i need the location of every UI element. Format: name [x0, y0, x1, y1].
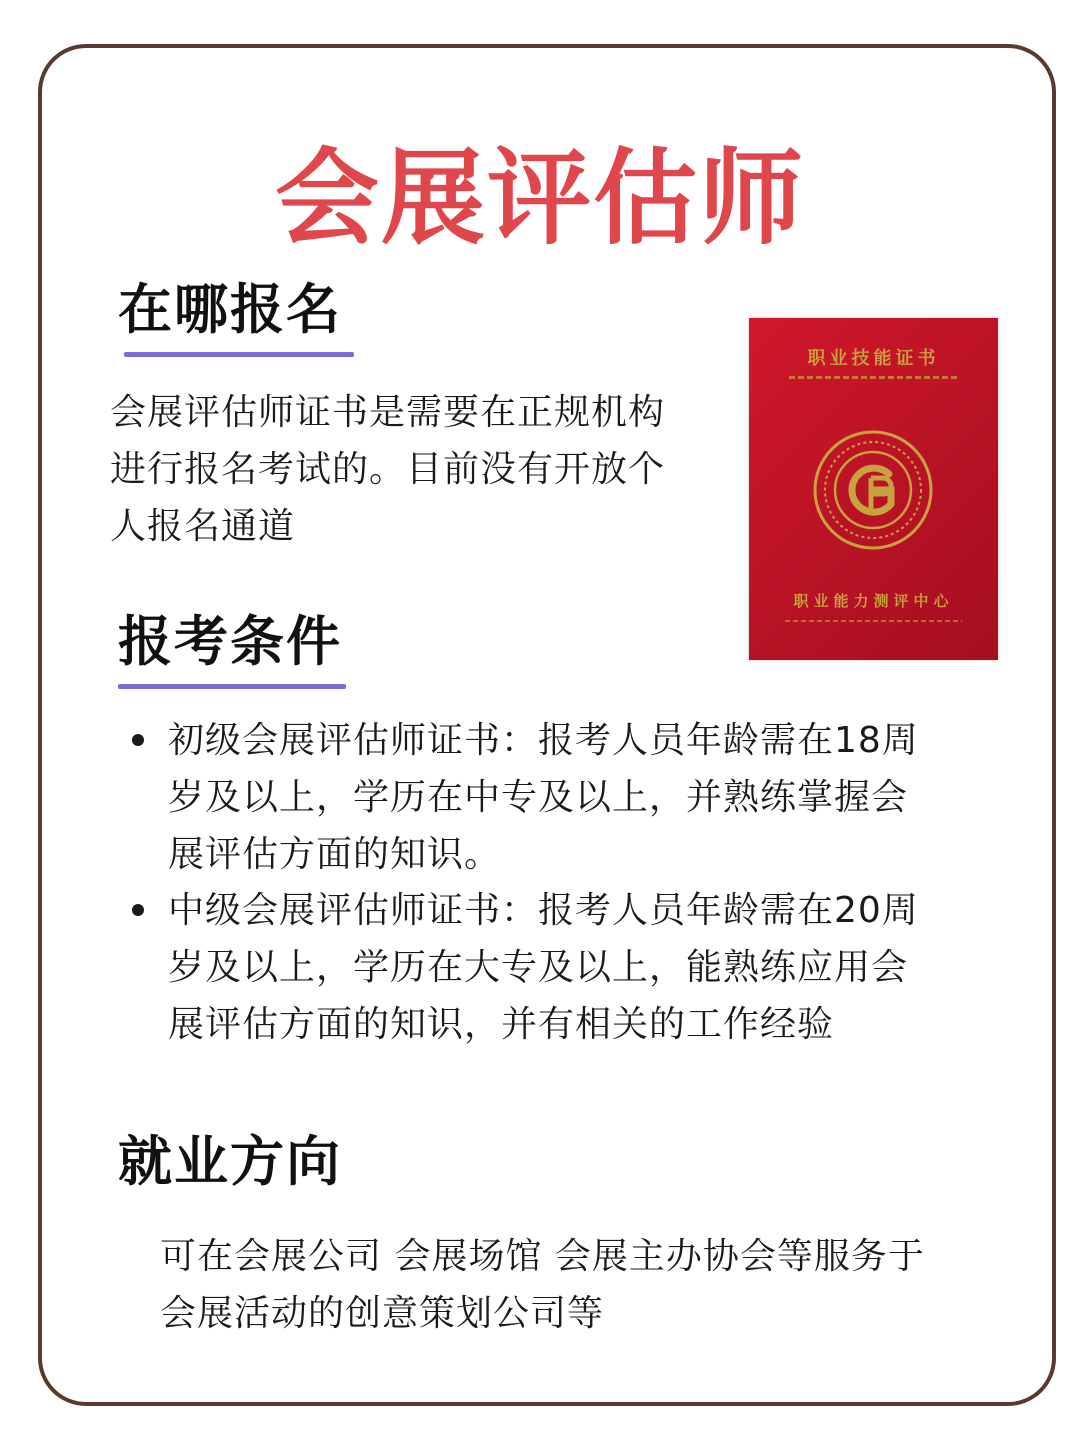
certificate-subtitle-line [789, 376, 958, 379]
career-line: 可在会展公司 会展场馆 会展主办协会等服务于 [160, 1236, 925, 1277]
registration-line: 会展评估师证书是需要在正规机构 [110, 392, 666, 433]
requirement-line: 初级会展评估师证书：报考人员年龄需在18周 [168, 720, 919, 761]
certificate-emblem-icon [811, 428, 935, 552]
requirement-item [118, 712, 998, 883]
certificate-image [749, 318, 998, 660]
requirement-line: 岁及以上，学历在大专及以上，能熟练应用会 [168, 947, 909, 988]
bullet-dot-icon [132, 904, 144, 916]
registration-underline [124, 352, 354, 357]
requirement-line: 展评估方面的知识。 [168, 834, 502, 875]
requirement-line: 中级会展评估师证书：报考人员年龄需在20周 [168, 890, 919, 931]
registration-line: 人报名通道 [110, 506, 296, 547]
requirement-line: 展评估方面的知识，并有相关的工作经验 [168, 1004, 835, 1045]
career-heading: 就业方向 [118, 1130, 342, 1193]
career-text [160, 1228, 1020, 1342]
certificate-footer-line [785, 620, 962, 622]
registration-heading: 在哪报名 [118, 278, 342, 341]
registration-line: 进行报名考试的。目前没有开放个 [110, 449, 666, 490]
career-line: 会展活动的创意策划公司等 [160, 1293, 605, 1334]
requirement-line: 岁及以上，学历在中专及以上，并熟练掌握会 [168, 777, 909, 818]
certificate-title: 职业技能证书 [807, 348, 940, 369]
requirements-heading: 报考条件 [118, 610, 342, 673]
bullet-dot-icon [132, 734, 144, 746]
page-title: 会展评估师 [274, 137, 805, 259]
certificate-footer: 职业能力测评中心 [793, 592, 954, 610]
registration-text [110, 384, 730, 555]
requirements-underline [118, 684, 346, 689]
requirement-item [118, 882, 998, 1053]
